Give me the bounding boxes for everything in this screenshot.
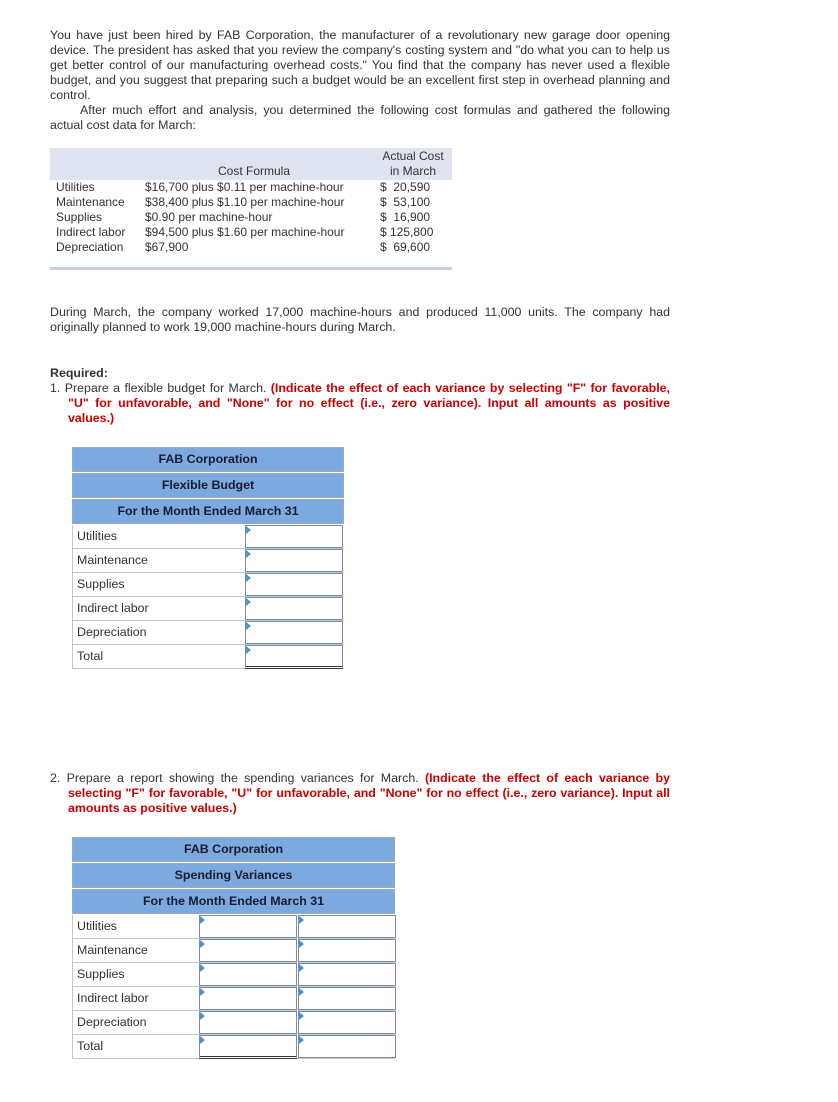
cost-row-indirect-labor	[50, 225, 452, 240]
actual-cost: $ 20,590	[380, 180, 431, 194]
question-1	[50, 381, 670, 426]
sv-title: Spending Variances	[72, 863, 395, 888]
fb-amount-input[interactable]	[245, 597, 343, 620]
sv-label: Supplies	[77, 967, 125, 981]
cost-row-utilities	[50, 180, 452, 195]
sv-row-supplies	[72, 963, 395, 987]
cost-formula: $94,500 plus $1.60 per machine-hour	[145, 225, 345, 239]
sv-total-input[interactable]	[199, 1035, 297, 1059]
sv-effect-select[interactable]	[298, 987, 396, 1010]
fb-row-depreciation	[72, 621, 344, 645]
cost-row-depreciation	[50, 240, 452, 255]
question-1-text: 1. Prepare a flexible budget for March.	[50, 381, 271, 395]
required-heading: Required:	[50, 366, 108, 380]
actual-cost-header-line1: Actual Cost	[382, 149, 444, 163]
flexible-budget-worksheet	[72, 447, 344, 669]
fb-label: Utilities	[77, 529, 117, 543]
question-2-instruction: (Indicate the effect of each variance by selecting "F" for favorable, "U" for unfavorable, and "None" for no effect (i.e., zero variance). Input all amounts as positive values.)	[68, 771, 670, 815]
sv-effect-select[interactable]	[298, 915, 396, 938]
cost-table-header	[50, 148, 452, 180]
fb-row-indirect-labor	[72, 597, 344, 621]
actual-cost-header	[378, 149, 448, 179]
fb-row-supplies	[72, 573, 344, 597]
actual-cost: $ 16,900	[380, 210, 431, 224]
spending-variances-worksheet	[72, 837, 395, 1059]
sv-row-utilities	[72, 915, 395, 939]
fb-row-total	[72, 645, 344, 669]
cost-item: Supplies	[56, 210, 103, 224]
fb-company: FAB Corporation	[72, 447, 344, 472]
sv-amount-input[interactable]	[199, 987, 297, 1010]
fb-label: Depreciation	[77, 625, 147, 639]
cost-row-supplies	[50, 210, 452, 225]
sv-label: Maintenance	[77, 943, 148, 957]
actual-cost: $ 69,600	[380, 240, 431, 254]
fb-label: Maintenance	[77, 553, 148, 567]
fb-label: Total	[77, 649, 104, 663]
question-2	[50, 771, 670, 816]
fb-period: For the Month Ended March 31	[72, 499, 344, 524]
fb-row-utilities	[72, 525, 344, 549]
cost-formula: $67,900	[145, 240, 189, 254]
sv-label: Total	[77, 1039, 104, 1053]
fb-amount-input[interactable]	[245, 621, 343, 644]
fb-label: Supplies	[77, 577, 125, 591]
sv-amount-input[interactable]	[199, 1011, 297, 1034]
intro-paragraph-2: After much effort and analysis, you determined the following cost formulas and gathered the following actual cost data for March:	[50, 103, 670, 132]
cost-formula-header: Cost Formula	[218, 164, 291, 178]
sv-label: Indirect labor	[77, 991, 149, 1005]
question-1-instruction: (Indicate the effect of each variance by selecting "F" for favorable, "U" for unfavorable, and "None" for no effect (i.e., zero variance). Input all amounts as positive values.)	[68, 381, 670, 425]
march-paragraph: During March, the company worked 17,000 machine-hours and produced 11,000 units. The company had originally planned to work 19,000 machine-hours during March.	[50, 305, 670, 334]
question-2-text: 2. Prepare a report showing the spending variances for March.	[50, 771, 425, 785]
cost-item: Maintenance	[56, 195, 125, 209]
cost-formula: $38,400 plus $1.10 per machine-hour	[145, 195, 345, 209]
sv-period: For the Month Ended March 31	[72, 889, 395, 914]
sv-effect-select[interactable]	[298, 963, 396, 986]
sv-total-effect-select[interactable]	[298, 1035, 396, 1058]
sv-amount-input[interactable]	[199, 939, 297, 962]
sv-row-depreciation	[72, 1011, 395, 1035]
fb-amount-input[interactable]	[245, 549, 343, 572]
cost-item: Indirect labor	[56, 225, 126, 239]
sv-company: FAB Corporation	[72, 837, 395, 862]
fb-row-maintenance	[72, 549, 344, 573]
sv-row-indirect-labor	[72, 987, 395, 1011]
sv-amount-input[interactable]	[199, 963, 297, 986]
cost-row-maintenance	[50, 195, 452, 210]
sv-effect-select[interactable]	[298, 1011, 396, 1034]
cost-formula-table	[50, 148, 452, 270]
cost-item: Depreciation	[56, 240, 124, 254]
sv-row-total	[72, 1035, 395, 1059]
actual-cost-header-line2: in March	[389, 164, 436, 178]
sv-row-maintenance	[72, 939, 395, 963]
intro-paragraph-1: You have just been hired by FAB Corporation, the manufacturer of a revolutionary new garage door opening device. The president has asked that you review the company's costing system and "do what you can to help us get better control of our manufacturing overhead costs." You find that the company has never used a flexible budget, and you suggest that preparing such a budget would be an excellent first step in overhead planning and control.	[50, 28, 670, 102]
actual-cost: $ 125,800	[380, 225, 434, 239]
sv-label: Depreciation	[77, 1015, 147, 1029]
cost-formula: $0.90 per machine-hour	[145, 210, 273, 224]
fb-total-input[interactable]	[245, 645, 343, 669]
fb-amount-input[interactable]	[245, 573, 343, 596]
sv-effect-select[interactable]	[298, 939, 396, 962]
fb-amount-input[interactable]	[245, 525, 343, 548]
fb-title: Flexible Budget	[72, 473, 344, 498]
cost-formula: $16,700 plus $0.11 per machine-hour	[145, 180, 344, 194]
cost-item: Utilities	[56, 180, 95, 194]
sv-amount-input[interactable]	[199, 915, 297, 938]
sv-label: Utilities	[77, 919, 117, 933]
actual-cost: $ 53,100	[380, 195, 431, 209]
fb-label: Indirect labor	[77, 601, 149, 615]
cost-table-divider	[50, 255, 452, 270]
